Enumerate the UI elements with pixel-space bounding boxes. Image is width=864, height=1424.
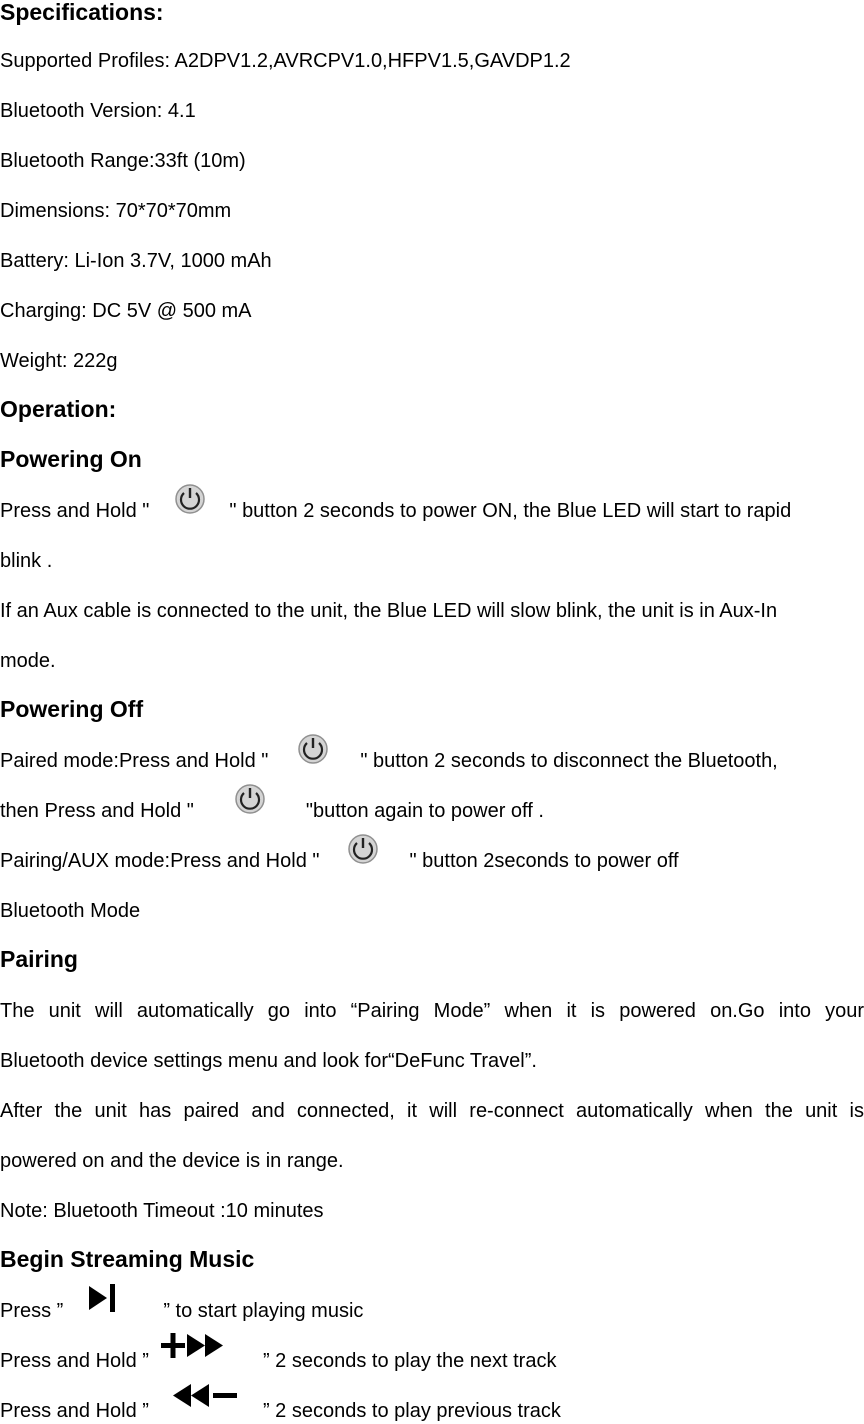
specifications-heading: Specifications: [0,0,164,25]
streaming-text-post-1: ” to start playing music [163,1300,364,1322]
spec-dimensions: Dimensions: 70*70*70mm [0,200,232,222]
powering-on-line-2: blink . [0,550,53,572]
previous-volume-down-icon [149,1400,263,1424]
power-icon [194,800,306,824]
streaming-heading: Begin Streaming Music [0,1246,255,1272]
volume-up-next-icon [149,1350,263,1374]
power-icon [149,500,229,524]
powering-off-text-post-1: " button 2 seconds to disconnect the Bluetooth, [360,750,778,772]
powering-off-heading: Powering Off [0,696,144,722]
play-pause-icon [63,1300,163,1324]
streaming-line-3 [0,1399,864,1424]
streaming-line-2 [0,1349,864,1374]
powering-off-line-4: Bluetooth Mode [0,900,141,922]
streaming-line-1 [0,1299,864,1324]
streaming-text-pre-1: Press ” [0,1300,64,1322]
streaming-text-post-2: ” 2 seconds to play the next track [262,1350,557,1372]
powering-off-text-post-3: " button 2seconds to power off [409,850,679,872]
spec-profiles: Supported Profiles: A2DPV1.2,AVRCPV1.0,HFPV1.5,GAVDP1.2 [0,50,571,72]
spec-battery: Battery: Li-Ion 3.7V, 1000 mAh [0,250,272,272]
powering-off-text-pre-2: then Press and Hold " [0,800,194,822]
pairing-line-2: Bluetooth device settings menu and look for“DeFunc Travel”. [0,1050,537,1072]
streaming-text-post-3: ” 2 seconds to play previous track [262,1400,561,1422]
pairing-line-5: Note: Bluetooth Timeout :10 minutes [0,1200,324,1222]
powering-off-line-2 [0,799,864,824]
streaming-text-pre-2: Press and Hold ” [0,1350,149,1372]
operation-heading: Operation: [0,396,117,422]
powering-off-line-1 [0,749,864,774]
powering-off-line-3 [0,849,864,874]
powering-on-line-3: If an Aux cable is connected to the unit, the Blue LED will slow blink, the unit is in Aux-In [0,600,778,622]
spec-bluetooth-range: Bluetooth Range:33ft (10m) [0,150,246,172]
pairing-heading: Pairing [0,946,78,972]
pairing-line-4: powered on and the device is in range. [0,1150,344,1172]
powering-on-text-pre: Press and Hold " [0,500,150,522]
power-icon [319,850,409,874]
powering-on-line-1 [0,499,864,524]
powering-off-text-post-2: "button again to power off . [305,800,544,822]
spec-weight: Weight: 222g [0,350,118,372]
streaming-text-pre-3: Press and Hold ” [0,1400,149,1422]
pairing-line-3: After the unit has paired and connected, it will re-connect automatically when the unit is [0,1100,864,1122]
powering-off-text-pre-1: Paired mode:Press and Hold " [0,750,269,772]
powering-off-text-pre-3: Pairing/AUX mode:Press and Hold " [0,850,320,872]
powering-on-text-post: " button 2 seconds to power ON, the Blue LED will start to rapid [229,500,792,522]
powering-on-heading: Powering On [0,446,142,472]
pairing-line-1: The unit will automatically go into “Pairing Mode” when it is powered on.Go into your [0,1000,864,1022]
powering-on-line-4: mode. [0,650,56,672]
spec-charging: Charging: DC 5V @ 500 mA [0,300,252,322]
power-icon [268,750,360,774]
spec-bluetooth-version: Bluetooth Version: 4.1 [0,100,196,122]
